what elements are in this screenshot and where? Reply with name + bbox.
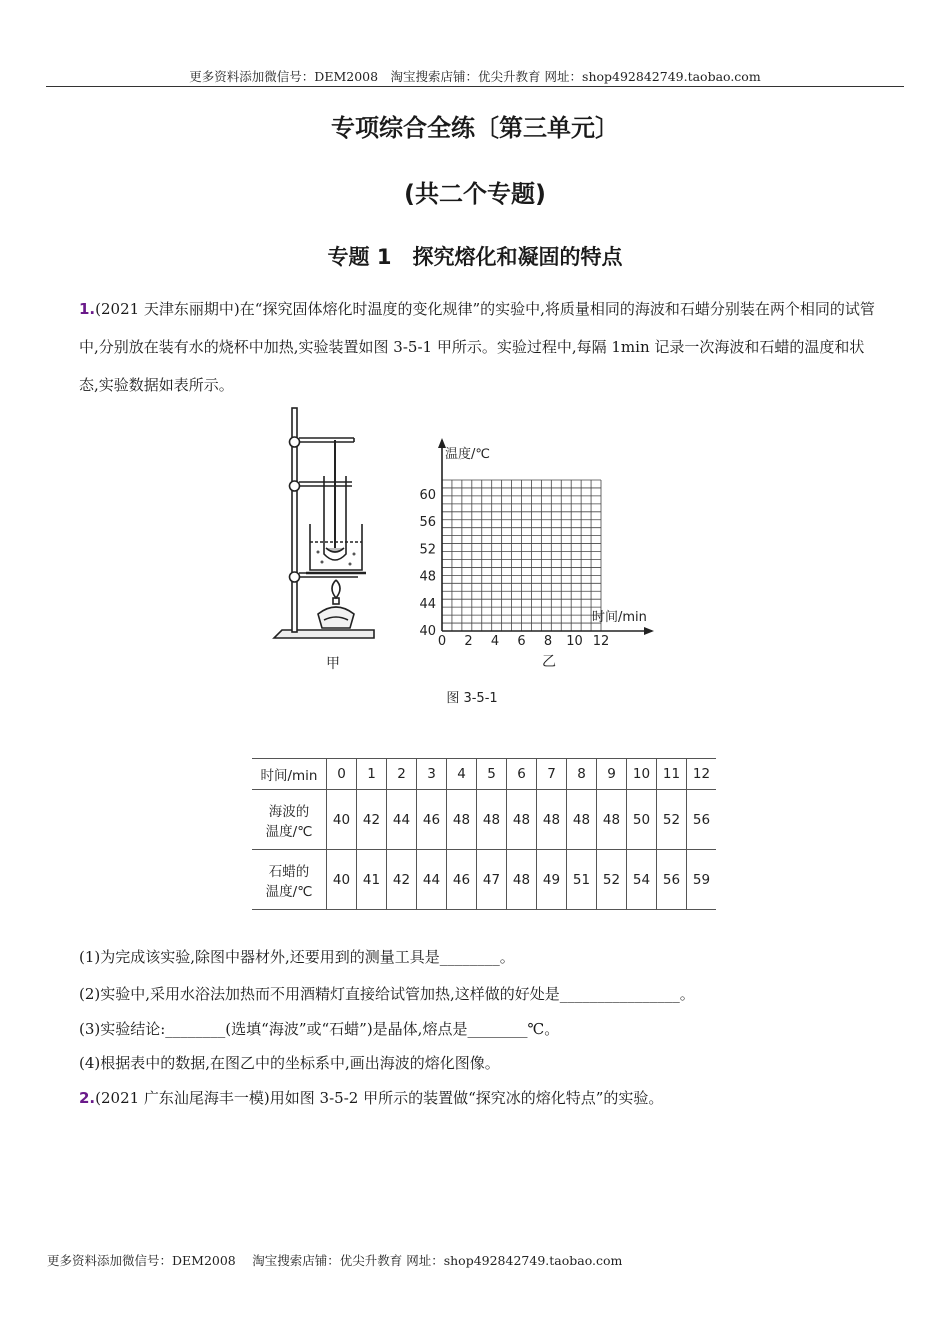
table-cell: 6 (507, 759, 537, 790)
y-tick-label: 40 (419, 624, 436, 639)
question-1-number: 1. (79, 300, 96, 318)
table-cell: 47 (477, 850, 507, 910)
figure-label-right: 乙 (542, 654, 556, 670)
table-cell: 1 (357, 759, 387, 790)
sub-question-2: (2)实验中,采用水浴法加热而不用酒精灯直接给试管加热,这样做的好处是________________。 (79, 985, 695, 1003)
table-cell: 48 (507, 790, 537, 850)
header-banner: 更多资料添加微信号：DEM2008 淘宝搜索店铺：优尖升教育 网址：shop492842749.taobao.com (189, 69, 761, 84)
table-cell: 56 (687, 790, 717, 850)
figure-caption: 图 3-5-1 (446, 691, 498, 706)
x-tick-label: 2 (464, 634, 473, 649)
question-2-text: (2021 广东汕尾海丰一模)用如图 3-5-2 甲所示的装置做“探究冰的熔化特点”的实验。 (95, 1089, 664, 1107)
table-cell: 7 (537, 759, 567, 790)
x-axis-label: 时间/min (592, 610, 647, 625)
table-cell: 51 (567, 850, 597, 910)
y-tick-label: 60 (419, 488, 436, 503)
table-cell: 48 (507, 850, 537, 910)
footer-banner: 更多资料添加微信号：DEM2008 淘宝搜索店铺：优尖升教育 网址：shop492842749.taobao.com (47, 1253, 623, 1268)
table-cell: 42 (387, 850, 417, 910)
table-cell: 5 (477, 759, 507, 790)
table-cell: 52 (597, 850, 627, 910)
y-tick-label: 44 (419, 596, 436, 612)
table-cell: 48 (567, 790, 597, 850)
question-2-number: 2. (79, 1089, 96, 1107)
data-table (252, 758, 716, 910)
x-tick-label: 6 (517, 634, 526, 649)
x-tick-label: 0 (437, 634, 447, 649)
question-1-text: (2021 天津东丽期中)在“探究固体熔化时温度的变化规律”的实验中,将质量相同的海波和石蜡分别装在两个相同的试管中,分别放在装有水的烧杯中加热,实验装置如图 3-5-1 甲所示。实验过程中,每隔 1min 记录一次海波和石蜡的温度和状态,实验数据如表所示。 (79, 300, 875, 394)
table-row-paraffin (252, 850, 716, 910)
table-row-hypo (252, 790, 716, 850)
x-tick-label: 4 (490, 634, 500, 649)
question-1 (79, 290, 879, 404)
table-cell: 42 (357, 790, 387, 850)
x-tick-label: 12 (592, 634, 610, 649)
table-cell: 2 (387, 759, 417, 790)
table-cell: 48 (537, 790, 567, 850)
table-cell: 48 (597, 790, 627, 850)
table-cell: 49 (537, 850, 567, 910)
table-cell: 46 (447, 850, 477, 910)
table-cell: 48 (477, 790, 507, 850)
table-cell: 46 (417, 790, 447, 850)
table-cell: 59 (687, 850, 717, 910)
table-cell: 8 (567, 759, 597, 790)
table-cell: 54 (627, 850, 657, 910)
x-tick-label: 8 (543, 634, 553, 649)
y-tick-label: 52 (419, 542, 436, 558)
table-cell: 50 (627, 790, 657, 850)
y-axis-label: 温度/℃ (445, 447, 490, 462)
question-2 (79, 1087, 899, 1108)
y-tick-label: 48 (419, 569, 436, 585)
header-divider (46, 86, 904, 87)
row-label: 石蜡的 温度/℃ (252, 850, 327, 910)
table-cell: 40 (327, 790, 357, 850)
lab-apparatus-illustration (274, 408, 374, 638)
x-axis-arrow (644, 627, 654, 635)
topic-heading: 专题 1 探究熔化和凝固的特点 (327, 245, 623, 269)
table-cell: 44 (387, 790, 417, 850)
table-cell: 41 (357, 850, 387, 910)
table-header-label: 时间/min (252, 759, 327, 790)
table-cell: 10 (627, 759, 657, 790)
table-cell: 52 (657, 790, 687, 850)
table-cell: 11 (657, 759, 687, 790)
y-tick-label: 56 (419, 515, 436, 531)
table-cell: 48 (447, 790, 477, 850)
table-cell: 9 (597, 759, 627, 790)
page-title: 专项综合全练〔第三单元〕 (331, 114, 619, 142)
table-cell: 12 (687, 759, 717, 790)
figure-3-5-1 (262, 402, 702, 722)
sub-question-3: (3)实验结论:________(选填“海波”或“石蜡”)是晶体,熔点是________℃。 (79, 1020, 560, 1038)
figure-label-left: 甲 (326, 656, 340, 672)
table-cell: 44 (417, 850, 447, 910)
row-label: 海波的 温度/℃ (252, 790, 327, 850)
table-cell: 3 (417, 759, 447, 790)
table-cell: 40 (327, 850, 357, 910)
x-tick-label: 10 (566, 634, 583, 649)
table-cell: 0 (327, 759, 357, 790)
table-cell: 56 (657, 850, 687, 910)
table-cell: 4 (447, 759, 477, 790)
page-subtitle: (共二个专题) (404, 180, 546, 208)
sub-question-1: (1)为完成该实验,除图中器材外,还要用到的测量工具是________。 (79, 948, 515, 966)
sub-question-4: (4)根据表中的数据,在图乙中的坐标系中,画出海波的熔化图像。 (79, 1054, 500, 1072)
